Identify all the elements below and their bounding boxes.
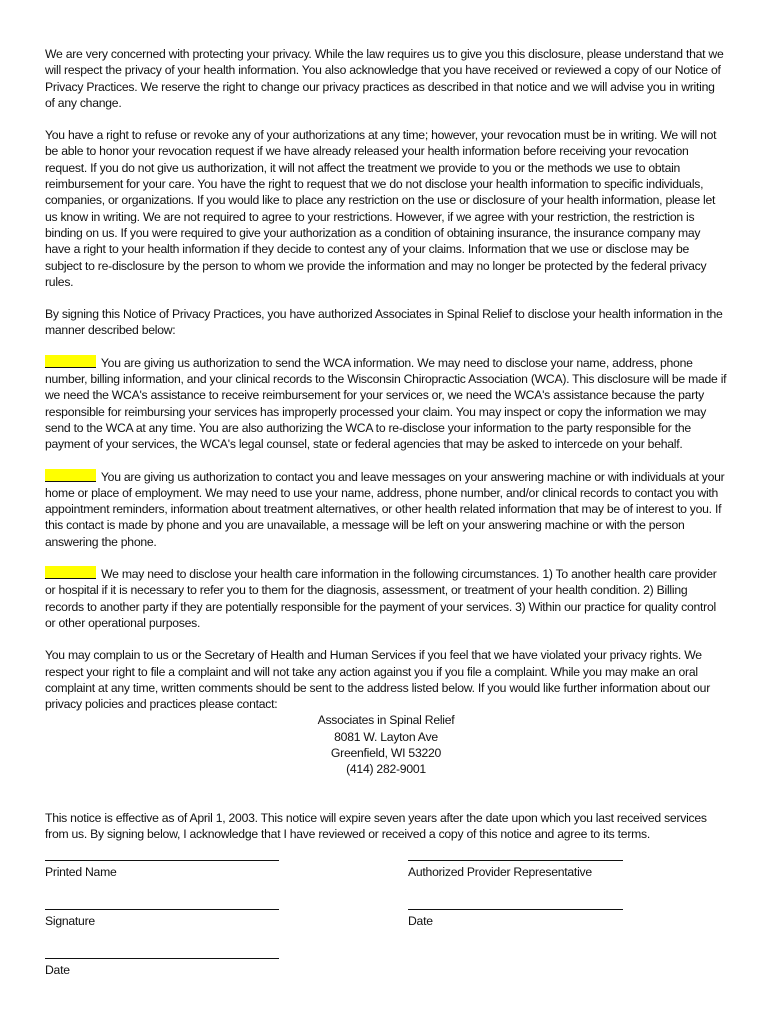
provider-date-line[interactable] bbox=[408, 909, 623, 910]
address-city: Greenfield, WI 53220 bbox=[330, 745, 442, 760]
provider-date-label: Date bbox=[408, 914, 433, 928]
provider-rep-label: Authorized Provider Representative bbox=[408, 865, 592, 879]
contact-initial-field[interactable] bbox=[45, 469, 96, 482]
contact-address-block bbox=[45, 712, 727, 777]
disclosure-authorization-text: We may need to disclose your health care information in the following circumstances. 1) To another health care provider or hospital if it is necessary to refer you to them for the diagnosis, assessment, or treatment of your health condition. 2) Billing records to another party if they are potentially responsible for the payment of your services. 3) Within our practice for quality control or other operational purposes. bbox=[45, 567, 717, 630]
signature-row-3 bbox=[45, 958, 727, 988]
patient-date-label: Date bbox=[45, 963, 70, 977]
printed-name-line[interactable] bbox=[45, 860, 279, 861]
contact-authorization-text: You are giving us authorization to contact you and leave messages on your answering machine or with individuals at your home or place of employment. We may need to use your name, address, phone number, and/or clinical records to contact you with appointment reminders, information about treatment alternatives, or other health related information that may be of interest to you. If this contact is made by phone and you are unavailable, a message will be left on your answering machine or with the person answering the phone. bbox=[45, 469, 725, 549]
authorization-intro-paragraph: By signing this Notice of Privacy Practices, you have authorized Associates in Spinal Relief to disclose your health information in the manner described below: bbox=[45, 307, 723, 338]
signature-line[interactable] bbox=[45, 909, 279, 910]
wca-initial-field[interactable] bbox=[45, 355, 96, 368]
signature-label: Signature bbox=[45, 914, 95, 928]
address-street: 8081 W. Layton Ave bbox=[334, 729, 438, 744]
complaint-paragraph: You may complain to us or the Secretary of Health and Human Services if you feel that we have violated your privacy rights. We respect your right to file a complaint and will not take any action against you if you file a complaint. While you may make an oral complaint at any time, written comments should be sent to the address listed below. If you would like further information about our privacy policies and practices please contact: bbox=[45, 648, 711, 712]
wca-authorization-item bbox=[45, 355, 727, 453]
address-name: Associates in Spinal Relief bbox=[317, 713, 455, 728]
privacy-intro-paragraph: We are very concerned with protecting your privacy. While the law requires us to give you this disclosure, please understand that we will respect the privacy of your health information. You also acknowledge that you have received or reviewed a copy of our Notice of Privacy Practices. We reserve the right to change our privacy practices as described in that notice and we will advise you in writing of any change. bbox=[45, 47, 724, 110]
wca-authorization-text: You are giving us authorization to send the WCA information. We may need to disclose your name, address, phone number, billing information, and your clinical records to the Wisconsin Chiropractic Association (WCA). This disclosure will be made if we need the WCA's assistance to receive reimbursement for your services or, we need the WCA's assistance because the party responsible for reimbursing your services has improperly processed your claim. You may inspect or copy the information we may send to the WCA at any time. You are also authorizing the WCA to re-disclose your information to the party responsible for the payment of your services, the WCA's legal counsel, state or federal agencies that may be asked to intercede on your behalf. bbox=[45, 355, 727, 452]
disclosure-authorization-item bbox=[45, 566, 727, 631]
patient-date-line[interactable] bbox=[45, 958, 279, 959]
signature-row-1 bbox=[45, 860, 727, 890]
effective-date-paragraph: This notice is effective as of April 1, 2003. This notice will expire seven years after the date upon which you last received services from us. By signing below, I acknowledge that I have reviewed or received a copy of this notice and agree to its terms. bbox=[45, 810, 707, 841]
disclosure-initial-field[interactable] bbox=[45, 566, 96, 579]
address-phone: (414) 282-9001 bbox=[346, 762, 426, 777]
provider-rep-line[interactable] bbox=[408, 860, 623, 861]
signature-row-2 bbox=[45, 909, 727, 939]
notice-document bbox=[45, 46, 727, 842]
revocation-paragraph: You have a right to refuse or revoke any of your authorizations at any time; however, your revocation must be in writing. We will not be able to honor your revocation request if we have already released your health information before receiving your revocation request. If you do not give us authorization, it will not affect the treatment we provide to you or the methods we use to obtain reimbursement for your care. You have the right to request that we do not disclose your health information to specific individuals, companies, or organizations. If you would like to place any restriction on the use or disclosure of your health information, please let us know in writing. We are not required to agree to your restrictions. However, if we agree with your restriction, the restriction is binding on us. If you were required to give your authorization as a condition of obtaining insurance, the insurance company may have a right to your health information if they decide to contest any of your claims. Information that we use or disclose may be subject to re-disclosure by the person to whom we provide the information and may no longer be protected by the federal privacy rules. bbox=[45, 128, 717, 289]
printed-name-label: Printed Name bbox=[45, 865, 117, 879]
contact-authorization-item bbox=[45, 469, 727, 550]
